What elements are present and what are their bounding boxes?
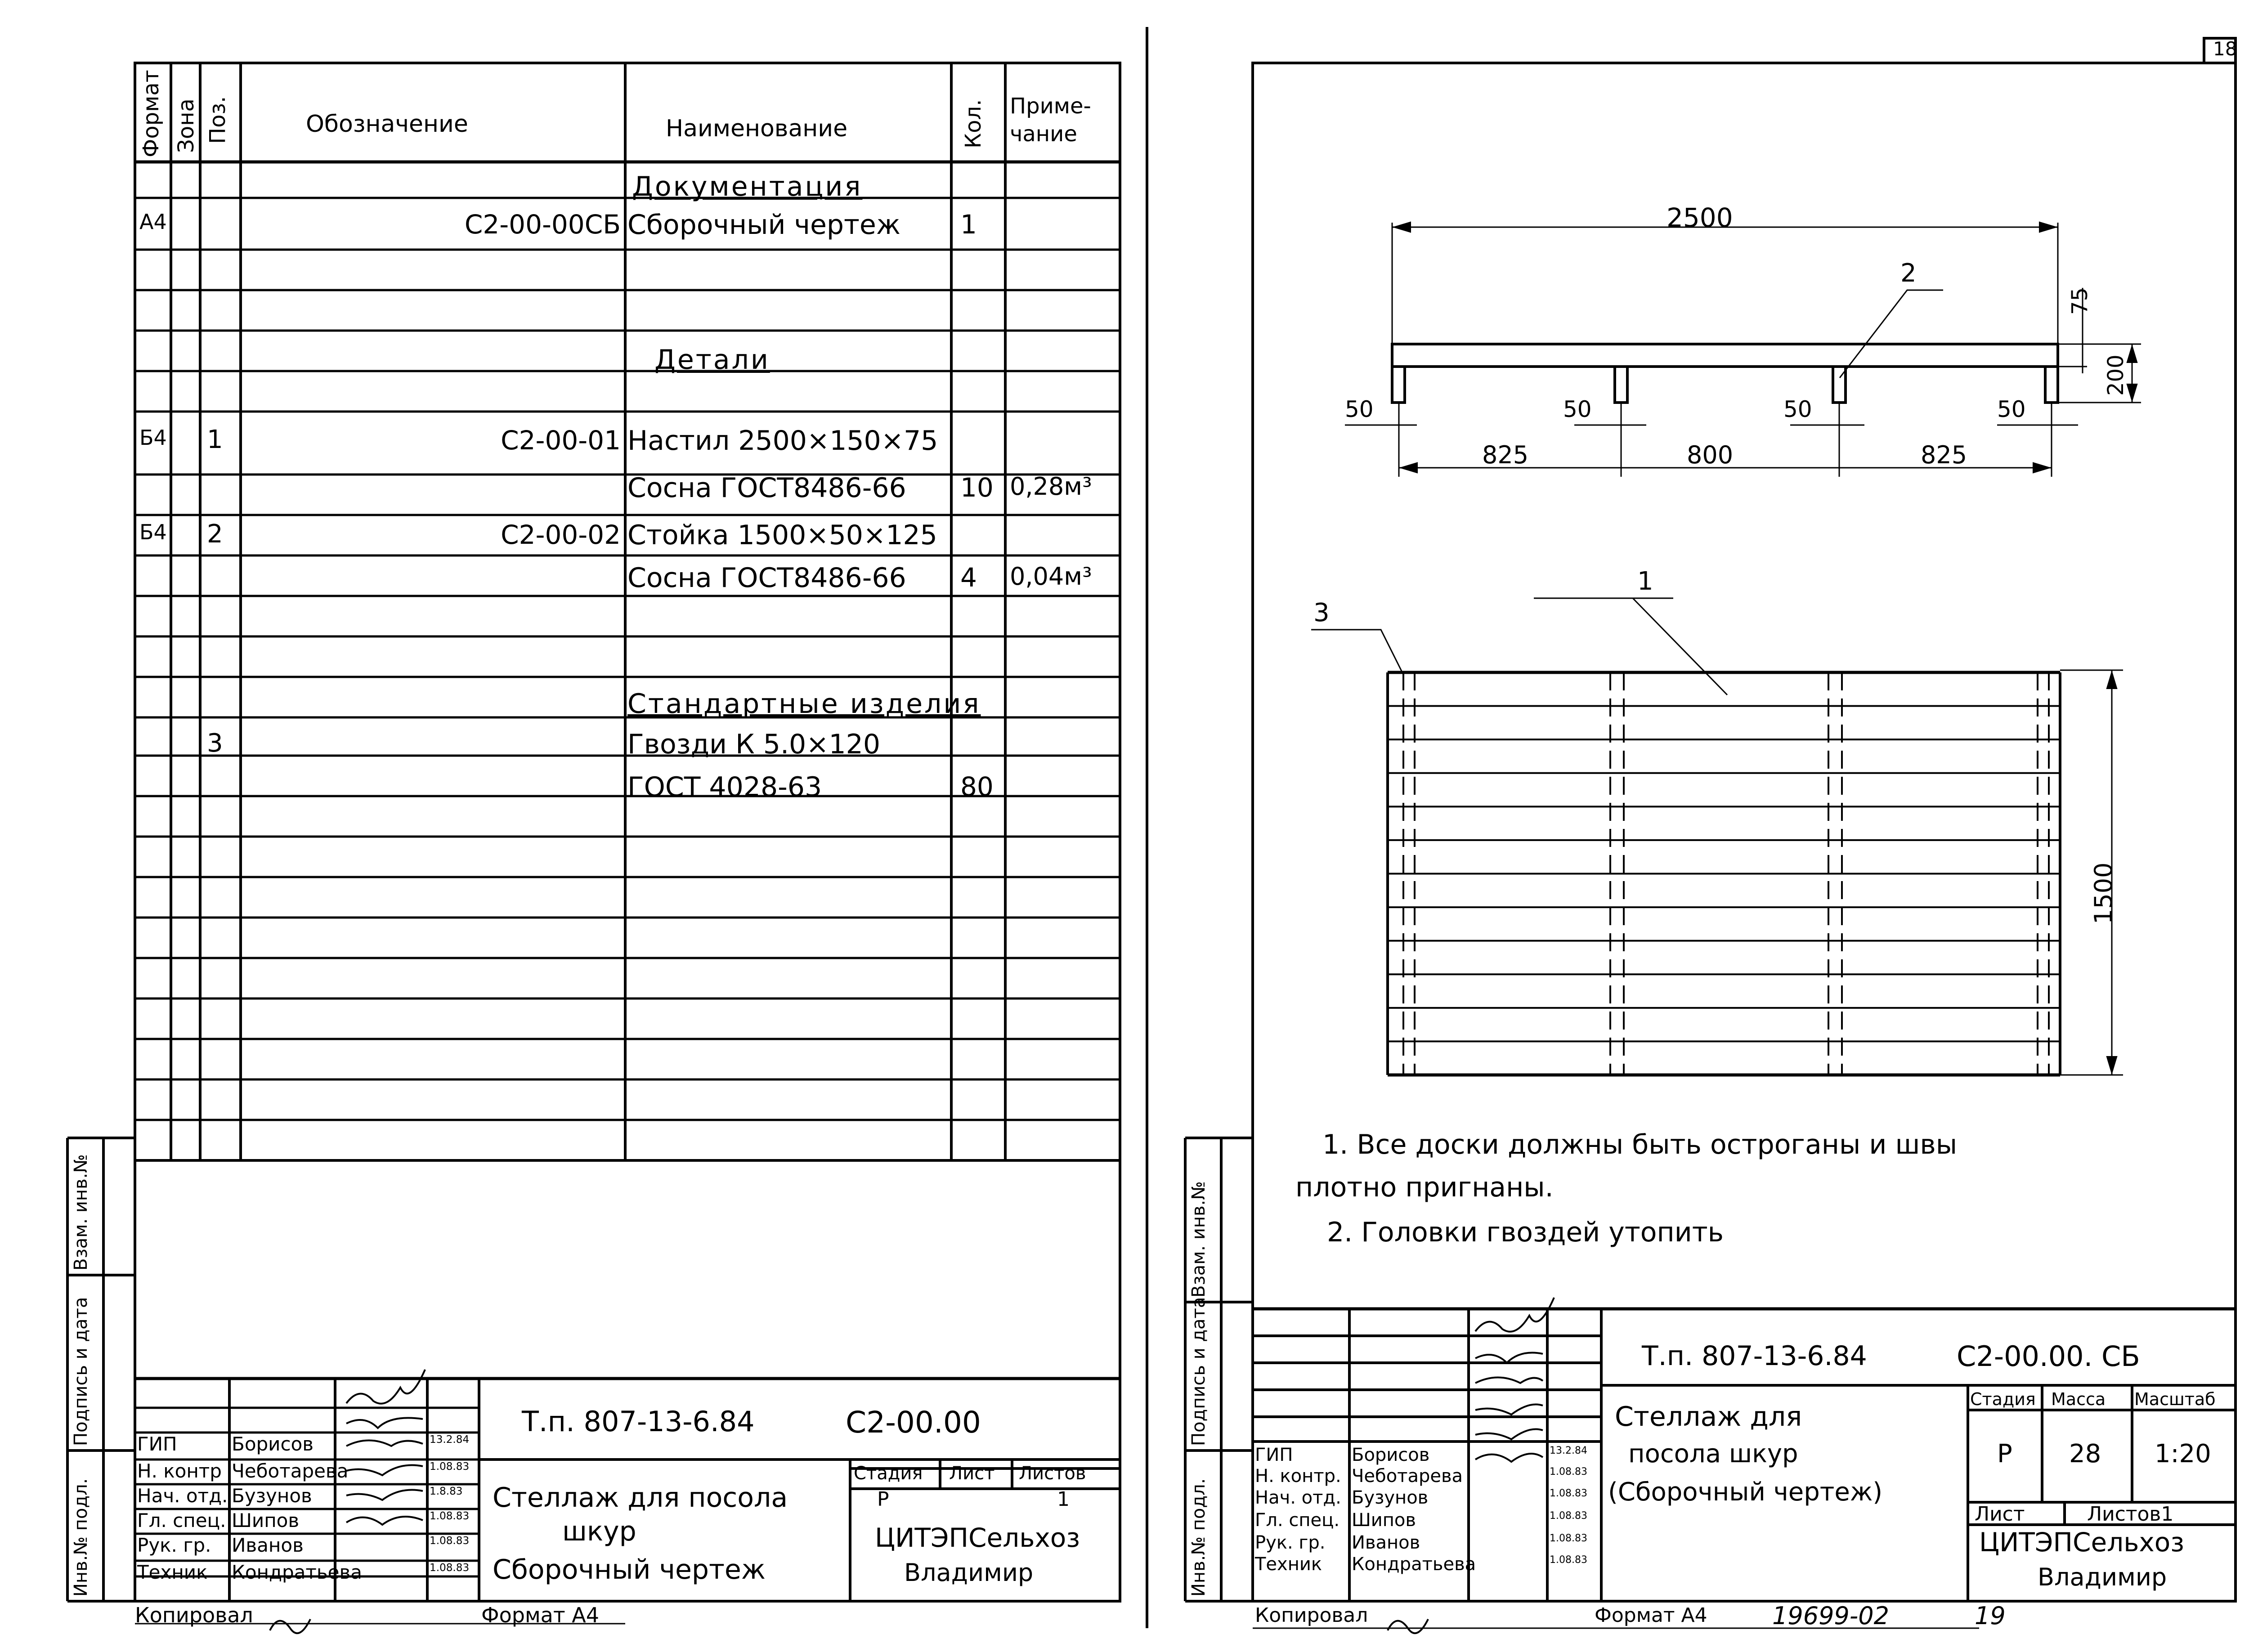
left-footer-format: Формат А4 bbox=[481, 1603, 599, 1627]
leader-1: 1 bbox=[1637, 567, 1653, 596]
header-qty: Кол. bbox=[961, 99, 986, 148]
signature-date: 13.2.84 bbox=[430, 1434, 470, 1446]
signature-role: Гл. спец. bbox=[137, 1509, 226, 1531]
dim-span-825-a: 825 bbox=[1482, 441, 1529, 469]
signature-role: Гл. спец. bbox=[1255, 1510, 1340, 1531]
header-format: Формат bbox=[139, 70, 164, 157]
spec-cell-note: 0,04м³ bbox=[1010, 562, 1092, 591]
spec-cell-qty: 4 bbox=[960, 562, 977, 593]
spec-cell-format: А4 bbox=[139, 210, 167, 234]
dim-post-width-4: 50 bbox=[1997, 396, 2026, 422]
header-name: Наименование bbox=[666, 115, 848, 142]
note-line-3: 2. Головки гвоздей утопить bbox=[1327, 1217, 1724, 1248]
right-title-line2: посола шкур bbox=[1628, 1439, 1798, 1468]
right-side-stamp-inv: Инв.№ подл. bbox=[1188, 1478, 1209, 1597]
header-zone: Зона bbox=[174, 98, 199, 153]
right-title-line1: Стеллаж для bbox=[1615, 1401, 1802, 1433]
header-designation: Обозначение bbox=[306, 111, 468, 138]
dim-depth-1500: 1500 bbox=[2089, 862, 2118, 924]
spec-cell-note: 0,28м³ bbox=[1010, 472, 1092, 501]
spec-cell-pos: 3 bbox=[207, 729, 223, 758]
signature-role: Рук. гр. bbox=[1255, 1532, 1326, 1553]
right-sheets-label: Листов1 bbox=[2087, 1503, 2174, 1526]
dim-post-width-3: 50 bbox=[1783, 396, 1812, 422]
signature-name: Кондратьева bbox=[232, 1561, 362, 1583]
signature-role: Н. контр bbox=[137, 1460, 222, 1482]
spec-cell-format: Б4 bbox=[139, 520, 167, 544]
signature-role: Рук. гр. bbox=[137, 1534, 211, 1556]
signature-date: 13.2.84 bbox=[1550, 1445, 1587, 1456]
left-stage-value: Р bbox=[877, 1488, 889, 1511]
front-elevation-view bbox=[1345, 223, 2141, 477]
spec-cell-name: Стандартные изделия bbox=[627, 688, 981, 720]
signature-date: 1.08.83 bbox=[1550, 1554, 1587, 1566]
signature-date: 1.08.83 bbox=[430, 1461, 470, 1473]
signature-date: 1.08.83 bbox=[1550, 1488, 1587, 1499]
right-doc-code: С2-00.00. СБ bbox=[1957, 1340, 2140, 1373]
right-footer-copied: Копировал bbox=[1255, 1604, 1368, 1627]
spec-cell-name: Документация bbox=[632, 171, 863, 202]
right-org-line2: Владимир bbox=[2038, 1563, 2167, 1591]
signature-role: Техник bbox=[1255, 1554, 1322, 1575]
dim-span-800: 800 bbox=[1687, 441, 1734, 469]
signature-name: Кондратьева bbox=[1352, 1554, 1476, 1575]
right-side-stamp-replace: Взам. инв.№ bbox=[1188, 1181, 1209, 1298]
header-pos: Поз. bbox=[205, 96, 230, 144]
header-note: Приме-чание bbox=[1010, 94, 1091, 147]
signature-role: ГИП bbox=[137, 1433, 177, 1455]
leader-2: 2 bbox=[1900, 259, 1917, 288]
plan-view bbox=[1388, 672, 2060, 1075]
signature-name: Шипов bbox=[232, 1509, 300, 1531]
right-scale-value: 1:20 bbox=[2155, 1439, 2211, 1468]
signature-date: 1.08.83 bbox=[1550, 1466, 1587, 1477]
right-footer-sheet: 19 bbox=[1975, 1602, 2006, 1630]
left-stage-label: Стадия bbox=[854, 1463, 923, 1484]
spec-cell-pos: 2 bbox=[207, 519, 223, 549]
dim-height-75: 75 bbox=[2067, 287, 2092, 315]
left-footer-copied: Копировал bbox=[135, 1603, 253, 1627]
signature-date: 1.08.83 bbox=[1550, 1533, 1587, 1544]
left-title-line3: Сборочный чертеж bbox=[493, 1554, 766, 1585]
signature-date: 1.08.83 bbox=[430, 1562, 470, 1574]
left-title-line2: шкур bbox=[562, 1516, 636, 1547]
side-stamp-replace: Взам. инв.№ bbox=[71, 1154, 91, 1271]
right-mass-value: 28 bbox=[2069, 1439, 2101, 1468]
left-org-line1: ЦИТЭПСельхоз bbox=[875, 1522, 1080, 1553]
leader-3: 3 bbox=[1313, 598, 1330, 627]
spec-cell-qty: 10 bbox=[960, 472, 994, 503]
signature-borisov-left bbox=[346, 1370, 425, 1404]
signature-name: Бузунов bbox=[1352, 1487, 1429, 1508]
spec-cell-name: Стойка 1500×50×125 bbox=[627, 519, 937, 551]
right-stage-value: Р bbox=[1997, 1439, 2012, 1468]
right-stage-label: Стадия bbox=[1970, 1389, 2036, 1409]
left-project-code: Т.п. 807-13-6.84 bbox=[522, 1405, 755, 1438]
spec-cell-qty: 1 bbox=[960, 209, 977, 240]
spec-cell-name: Сосна ГОСТ8486-66 bbox=[627, 472, 906, 504]
spec-cell-name: Сосна ГОСТ8486-66 bbox=[627, 562, 906, 594]
left-sheets-value: 1 bbox=[1057, 1488, 1070, 1511]
signature-name: Бузунов bbox=[232, 1485, 312, 1507]
dim-overall-length: 2500 bbox=[1667, 202, 1733, 233]
side-stamp-sign: Подпись и дата bbox=[71, 1297, 91, 1446]
spec-cell-pos: 1 bbox=[207, 425, 223, 454]
spec-cell-designation: С2-00-02 bbox=[501, 519, 621, 550]
spec-cell-name: Настил 2500×150×75 bbox=[627, 425, 938, 457]
signature-name: Чеботарева bbox=[232, 1460, 349, 1482]
left-doc-code: С2-00.00 bbox=[846, 1405, 981, 1440]
signature-role: Нач. отд. bbox=[137, 1485, 228, 1507]
note-line-1: 1. Все доски должны быть остроганы и швы bbox=[1322, 1129, 1958, 1160]
signature-name: Борисов bbox=[1352, 1445, 1430, 1465]
side-stamp-inv: Инв.№ подл. bbox=[71, 1478, 91, 1597]
left-org-line2: Владимир bbox=[904, 1558, 1034, 1587]
signature-name: Шипов bbox=[1352, 1510, 1416, 1531]
spec-cell-name: Сборочный чертеж bbox=[627, 209, 900, 241]
spec-cell-name: Гвозди К 5.0×120 bbox=[627, 729, 881, 760]
spec-cell-designation: С2-00-00СБ bbox=[464, 209, 621, 240]
page-number: 18 bbox=[2213, 38, 2237, 60]
right-mass-label: Масса bbox=[2051, 1389, 2106, 1409]
signature-date: 1.08.83 bbox=[1550, 1510, 1587, 1522]
signature-name: Иванов bbox=[1352, 1532, 1420, 1553]
signature-name: Иванов bbox=[232, 1534, 304, 1556]
dim-post-width-1: 50 bbox=[1345, 396, 1374, 422]
right-side-stamp-sign: Подпись и дата bbox=[1188, 1297, 1209, 1446]
right-footer-inventory: 19699-02 bbox=[1772, 1602, 1889, 1630]
spec-cell-format: Б4 bbox=[139, 425, 167, 450]
signature-name: Чеботарева bbox=[1352, 1466, 1463, 1486]
dim-post-width-2: 50 bbox=[1563, 396, 1592, 422]
left-sheets-label: Листов bbox=[1019, 1463, 1086, 1484]
signature-name: Борисов bbox=[232, 1433, 314, 1455]
spec-cell-name: Детали bbox=[654, 344, 770, 376]
right-org-line1: ЦИТЭПСельхоз bbox=[1979, 1527, 2185, 1558]
note-line-2: плотно пригнаны. bbox=[1295, 1172, 1554, 1203]
right-project-code: Т.п. 807-13-6.84 bbox=[1642, 1340, 1867, 1372]
signature-role: Нач. отд. bbox=[1255, 1487, 1341, 1508]
signature-date: 1.08.83 bbox=[430, 1535, 470, 1547]
spec-cell-designation: С2-00-01 bbox=[501, 425, 621, 456]
signature-role: Техник bbox=[137, 1561, 208, 1583]
spec-cell-name: ГОСТ 4028-63 bbox=[627, 771, 822, 803]
signature-date: 1.08.83 bbox=[430, 1510, 470, 1522]
left-sheet-frame bbox=[135, 63, 1120, 1601]
right-footer-format: Формат А4 bbox=[1595, 1604, 1707, 1627]
left-sheet-label: Лист bbox=[949, 1463, 995, 1484]
left-title-line1: Стеллаж для посола bbox=[493, 1482, 788, 1513]
dim-span-825-b: 825 bbox=[1921, 441, 1967, 469]
right-scale-label: Масштаб bbox=[2134, 1389, 2216, 1409]
spec-cell-qty: 80 bbox=[960, 771, 994, 802]
signature-role: ГИП bbox=[1255, 1445, 1293, 1465]
right-sheet-label: Лист bbox=[1975, 1503, 2025, 1526]
dim-height-200: 200 bbox=[2103, 354, 2128, 396]
signature-date: 1.8.83 bbox=[430, 1486, 463, 1497]
signature-role: Н. контр. bbox=[1255, 1466, 1341, 1486]
right-title-line3: (Сборочный чертеж) bbox=[1608, 1477, 1883, 1507]
